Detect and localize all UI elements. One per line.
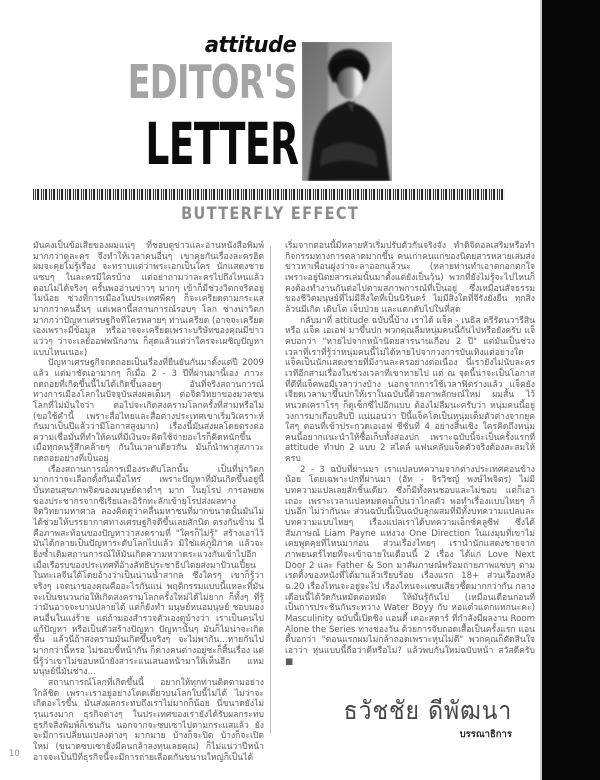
editor-role: บรรณาธิการ: [459, 729, 512, 740]
paragraph: สถานการณ์โลกที่เกิดขึ้นนี้ อยากให้ทุกท่านติดตามอย่างใกล้ชิด เพราะเราอยู่อย่างโดดเดี่ยวบนโลกใบนี้ไม่ได้ ไม่ว่าจะเกิดอะไรขึ้น มันส่งผลกระทบถึงเราไม่มากก็น้อย นี่ขนาดยังไม่รุนแรงมาก ธุรกิจต่างๆ ในประเทศของเรายังได้รับผลกระทบ ธุรกิจสิ่งพิมพ์ก็เช่นกัน นอกจากจะซบเซาไปตามกระแสแล้ว ยังจะมีการเปลี่ยนแปลงต่างๆ มากมาย บ้างก็จะปิด บ้างก็จะเปิดใหม่ (ขนาดซบเซายังมีคนกล้าลงทุนเลยคุณ) ก็ไม่แน่ว่าปีหน้าอาจจะเป็นปีที่ธุรกิจนี้จะมีการถ่ายเลือดกันขนานใหญ่ก็เป็นได้: [33, 677, 264, 763]
paragraph: ปัญหาเศรษฐกิจถดถอยเป็นเรื่องที่ยืนยันกันมาตั้งแต่ปี 2009 แล้ว แต่มาชัดเอามากๆ ก็เมื่อ 2 - 3 ปีที่ผ่านมานี้เอง ภาวะถดถอยที่เกิดขึ้นนี้ไม่ได้เกิดขึ้นลอยๆ อันที่จริงสถานการณ์ทางการเมืองโลกในปัจจุบันส่งผลเต็มๆ ต่อจิตวิทยาของมวลชนโลกที่ไม่มั่นใจว่า ต่อไปจะเกิดสงครามโลกครั้งที่สามหรือไม่ (ขอใช้คำนี้ เพราะสื่อไทยและสื่อต่างประเทศเขาเริ่มวิเคราะห์กันมาเป็นปีแล้วว่ามีโอกาสสูงมาก) เรื่องนี้มันส่งผลโดยตรงต่อความเชื่อมั่นที่ทำให้คนที่มีเงินจะคิดใช้จ่ายอะไรก็คิดหนักขึ้น เมื่อทุกคนรู้สึกคล้ายๆ กันในเวลาเดียวกัน มันก็นำพาสู่สภาวะถดถอยอย่างที่เป็นอยู่: [33, 358, 264, 465]
section-title-letter: LETTER: [145, 110, 298, 178]
article-headline-text: BUTTERFLY EFFECT: [181, 204, 359, 223]
column-divider: [270, 246, 271, 734]
paragraph: กลับมาที่ attitude ฉบับนี้บ้าง เราได้ แจ็ค - เนธิส ตรีรัตนวารีสิน หรือ แจ็ค เอเอฟ มาขึ้นปก พวกคุณลืมหนุ่มคนนี้กันไปหรือยังครับ แจ็คบอกว่า "หายไปจากหน้านิตยสารนานเกือบ 2 ปี" แต่มันเป็นช่วงเวลาที่เราที่รู้ว่าหนุ่มคนนี้ไม่ได้หายไปจากวงการบันเทิงแต่อย่างใด แจ็คเป็นนักแสดงชายที่มีงานละครอย่างต่อเนื่อง นี่เรายังไม่นับละครเวทีอีกสามเรื่องในช่วงเวลาที่เขาหายไป แต่ ณ จุดนี้น่าจะเป็นโอกาสที่ดีที่แจ็คพอมีเวลาว่างบ้าง นอกจากการใช้เวลาฟิตร่างแล้ว แจ็คยังเจียดเวลามาขึ้นปกให้เราในฉบับนี้ด้วยภาพลักษณ์ใหม่ ผมสั้น ไว้หนวดเคราโรๆ ก็ดูเซ็กซี่ไปอีกแบบ ต้องไม่ลืมนะครับว่า หนุ่มคนนี้อยู่วงการมาเกือบสิบปี แน่นอนว่า ปีนี้แจ็คโตเป็นหนุ่มเต็มตัวต่างจากยุคใสๆ ตอนที่เข้าประกวดเอเอฟ ซีซั่นที่ 4 อย่างสิ้นเชิง ใครคิดถึงหนุ่มคนนี้อยากแนะนำให้ซื้อเก็บทั้งสองปก เพราะฉบับนี้จะเป็นครั้งแรกที่ attitude ทำปก 2 แบบ 2 สไตล์ แฟนคลับแจ็คตัวจริงต้องสะสมให้ครบ: [285, 315, 535, 465]
article-headline: [0, 204, 540, 223]
paragraph: เรื่องสถานการณ์การเมืองระดับโลกนั้น เป็นที่น่าวิตกมากกว่าจะเลือกตั้งกันเมื่อไหร่ เพราะปัญหาที่มันเกิดขึ้นอยู่นี้ บั่นทอนสุขภาพจิตของมนุษย์ตาดำๆ มาก ในยุโรป การอพยพของประชากรจากซีเรียและอิรักทะลักเข้ายุโรปส่งผลทางจิตวิทยามหาศาล ลองคิดดูว่าคลื่นมหาชนที่มากขนาดนั้นมันไม่ได้ช่วยให้บรรยากาศทางเศรษฐกิจดีขึ้นเลยสักนิด ตรงกันข้าม นี่คือภาพสะท้อนของปัญหาว่าสงครามที่ "ใครก็ไม่รู้" สร้างเอาไว้มันได้กลายเป็นปัญหาระดับโลกไปแล้ว มิใช่แค่ภูมิภาค แล้วจะยิ่งซ้ำเติมสถานการณ์ให้มันเกิดความหวาดระแวงกันเข้าไปอีก เมื่อเรือรบของประเทศที่อ้างลัทธิประชาธิปไตยส่งมาป้วนเปี้ยนในทะเลจีนใต้โดยอ้างว่าเป็นน่านน้ำสากล ซึ่งใครๆ เขาก็รู้ว่าจริงๆ เจตนาของคุณคืออะไรกันแน่ พฤติกรรมแบบนี้แหละที่มันจะเป็นชนวนก่อให้เกิดสงครามโลกครั้งใหม่ได้ไม่ยาก ก็ทั้งๆ ที่รู้ว่ามันอาจจะบานปลายได้ แต่ก็ยังทำ มนุษย์หนอมนุษย์ ชอบมองคนอื่นในแง่ร้าย แต่ถ้ามองสำรวจตัวเองดูบ้างว่า เราเป็นคนไปแก้ปัญหา หรือเป็นตัวสร้างปัญหา ปัญหานั้นๆ มันก็ไม่น่าจะเกิดขึ้น แล้วนี่ถ้าสงครามมันเกิดขึ้นจริงๆ จะไม่พากัน...หายกันไปมากกว่านี้หรอ ไม่ชอบขี้หน้ากัน ก็ต่างคนต่างอยู่ซะก็สิ้นเรื่อง แต่นี่รู้ว่าเขาไม่ชอบหน้ายังสาระแนเสนอหน้ามาให้เห็นอีก แหม มนุษย์นี่มันช่าง...: [33, 464, 264, 678]
paragraph: มันคงเป็นข้อเสียของผมแน่ๆ ที่ชอบดูข่าวและอ่านหนังสือพิมพ์มากกว่าดูละคร จึงทำให้เวลาคนอื่นๆ เขาคุยกันเรื่องละครฮิต ผมจะคุยไม่รู้เรื่อง จะทราบแต่ว่าพระเอกเป็นใคร นักแสดงชายแซบๆ ในละครมีใครบ้าง แต่อย่าถามว่าละครไปถึงไหนแล้ว ตอบไม่ได้จริงๆ ครั้นพออ่านข่าวๆ มากๆ เข้าก็มีช่วงวิตกจริตอยู่ไม่น้อย ช่วงที่การเมืองในประเทศพีคๆ ก็จะเครียดตามกระแสมากกว่าคนอื่นๆ แต่เพลานี้สถานการณ์รอบๆ โลก ช่างน่าวิตกมากกว่าปัญหาเศรษฐกิจที่ใครหลายๆ ท่านเครียด (อาจจะเครียดเองเพราะมีข้อมูล หรืออาจจะเครียดเพราะบริษัทของคุณมีข่าวแว่วๆ ว่าจะเลย์ออฟพนักงาน ก็สุดแล้วแต่ว่าใครจะเผชิญปัญหาแบบไหนเนอะ): [33, 241, 264, 358]
attitude-logo: attitude: [204, 33, 296, 58]
body-column-left: [33, 241, 264, 763]
paragraph: เริ่มจากตอนนี้มีหลายหัวเริ่มปรับตัวกันจริงจัง ทำดิจิตอลเสริมหรือทำกิจกรรมทางการตลาดมากขึ้น คนเก่าคนแก่ของนิตยสารหลายเล่มส่งข่าวหาเพื่อนฝูงว่าจะลาออกแล้วนะ (หลายท่านทำเอาตกอกตกใจเพราะอยู่นิตยสารเล่มนั้นมาตั้งแต่ยังเป็นวุ้น) พวกที่ยังไม่รู้จะไปไหนก็คงต้องทำงานกันต่อไปตามสภาพการณ์ที่เป็นอยู่ ซึ่งเหมือนสัจธรรมของชีวิตมนุษย์ที่ไม่มีสิ่งใดที่เป็นนิรันดร์ ไม่มีสิ่งใดที่จีรังยั่งยืน ทุกสิ่งล้วนมีเกิด เติบโต เจ็บป่วย และแตกดับไปในที่สุด: [285, 241, 535, 315]
barcode-divider: [33, 189, 505, 200]
paragraph: 2 - 3 ฉบับที่ผ่านมา เราแปลบทความจากต่างประเทศค่อนข้างน้อย โดยเฉพาะปกที่ผ่านมา (อัท - จิรวิชญ์ พงษ์ไพจิตร) ไม่มีบทความแปลเลยสักชิ้นเดียว ซึ่งก็มีทั้งคนชอบและไม่ชอบ แต่ก็เอาเถอะ เพราะเวลาแปลหมดคนก็บ่นว่าไกลตัว พอทำเรื่องแบบไทยๆ ก็บ่นอีก ไม่ว่ากันนะ ส่วนฉบับนี้เป็นฉบับลูกผสมที่มีทั้งบทความแปลและบทความแบบไทยๆ เรื่องแปลเราได้บทความเอ็กซ์คลูซีฟ ซึ่งได้สัมภาษณ์ Liam Payne แห่งวง One Direction ในแง่มุมที่เขาไม่เคยพูดคุยที่ไหนมาก่อน ส่วนเรื่องไทยๆ เรานำนักแสดงชายจากภาพยนตร์ไทยที่จะเข้าฉายในเดือนนี้ 2 เรื่อง ได้แก่ Love Next Door 2 และ Father & Son มาสัมภาษณ์พร้อมถ่ายภาพแซบๆ ตามเรตติ้งของหนังที่ได้มาแล้วเรียบร้อย เรื่องแรก 18+ ส่วนเรื่องหลัง ฉ.20 เรื่องไหนจะอยู่จะไป เรื่องไหนจะแซบเสียวซี้ดมากกว่ากัน กลางเดือนนี้ได้วัดกันหมัดต่อหมัด ให้มันรู้กันไป (เหมือนเดือนก่อนที่เป็นการประชันกันระหว่าง Water Boyy กับ หอแต๋วแตกแหกนะคะ) Masculinity ฉบับนี้เปิดซิง แอนดี้ เดอะสตาร์ ที่กำลังมีผลงาน Room Alone the Series ทางช่องวัน ด้วยการจับถอดเสื้อเป็นครั้งแรก แอนดี้บอกว่า "ตอนแรกผมไม่กล้าถอดเพราะหุ่นไม่ดี" พวกคุณก็ตัดสินใจเอาว่า หุ่นแบบนี้ถือว่าดีหรือไม่? แล้วพบกันใหม่ฉบับหน้า สวัสดีครับ ■: [285, 464, 535, 667]
right-black-margin: [540, 0, 600, 780]
editor-signature-block: [329, 696, 512, 742]
editor-name: ธวัชชัย ดีพัฒนา: [343, 696, 512, 725]
section-title-editors: EDITOR'S: [127, 55, 297, 109]
editor-portrait-photo: [302, 42, 392, 181]
page-number: 10: [9, 749, 20, 759]
body-column-right: [285, 241, 535, 667]
